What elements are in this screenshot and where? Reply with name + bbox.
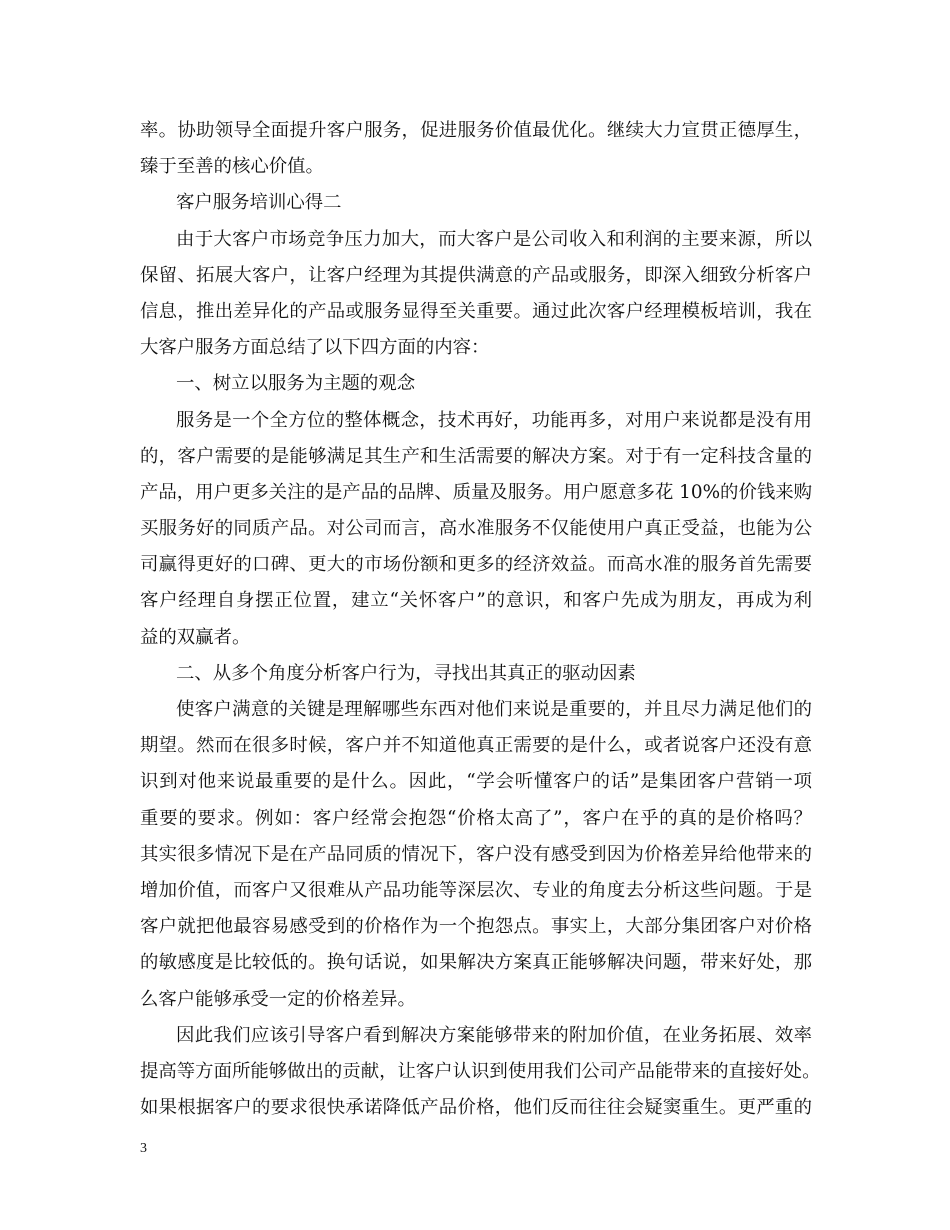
text-line: 因此我们应该引导客户看到解决方案能够带来的附加价值，在业务拓展、效率 xyxy=(176,1024,812,1046)
text-line: 司赢得更好的口碑、更大的市场份额和更多的经济效益。而高水准的服务首先需要 xyxy=(140,554,812,576)
text-line: 信息，推出差异化的产品或服务显得至关重要。通过此次客户经理模板培训，我在 xyxy=(140,300,812,322)
text-line: 客户就把他最容易感受到的价格作为一个抱怨点。事实上，大部分集团客户对价格 xyxy=(140,916,812,938)
text-line: 买服务好的同质产品。对公司而言，高水准服务不仅能使用户真正受益，也能为公 xyxy=(140,518,812,540)
text-line: 么客户能够承受一定的价格差异。 xyxy=(140,988,416,1010)
text-line: 客户经理自身摆正位置，建立“关怀客户”的意识，和客户先成为朋友，再成为利 xyxy=(140,590,812,612)
text-line: 臻于至善的核心价值。 xyxy=(140,156,324,178)
text-line: 识到对他来说最重要的是什么。因此，“学会听懂客户的话”是集团客户营销一项 xyxy=(140,771,812,793)
text-line: 二、从多个角度分析客户行为，寻找出其真正的驱动因素 xyxy=(176,662,636,684)
text-line: 服务是一个全方位的整体概念，技术再好，功能再多，对用户来说都是没有用 xyxy=(176,409,812,431)
text-line: 由于大客户市场竞争压力加大，而大客户是公司收入和利润的主要来源，所以 xyxy=(176,228,812,250)
text-line: 保留、拓展大客户，让客户经理为其提供满意的产品或服务，即深入细致分析客户 xyxy=(140,264,812,286)
text-line: 使客户满意的关键是理解哪些东西对他们来说是重要的，并且尽力满足他们的 xyxy=(176,699,812,720)
text-line: 大客户服务方面总结了以下四方面的内容： xyxy=(140,337,490,359)
text-line: 其实很多情况下是在产品同质的情况下，客户没有感受到因为价格差异给他带来的 xyxy=(140,843,812,865)
page-number: 3 xyxy=(140,1141,147,1156)
text-line: 提高等方面所能够做出的贡献，让客户认识到使用我们公司产品能带来的直接好处。 xyxy=(140,1060,821,1082)
text-line: 期望。然而在很多时候，客户并不知道他真正需要的是什么，或者说客户还没有意 xyxy=(140,735,812,757)
text-line: 增加价值，而客户又很难从产品功能等深层次、专业的角度去分析这些问题。于是 xyxy=(140,879,812,901)
text-line: 率。协助领导全面提升客户服务，促进服务价值最优化。继续大力宣贯正德厚生， xyxy=(140,120,812,141)
text-line: 益的双赢者。 xyxy=(140,626,251,648)
text-line: 客户服务培训心得二 xyxy=(176,192,342,214)
text-line: 产品，用户更多关注的是产品的品牌、质量及服务。用户愿意多花 10%的价钱来购 xyxy=(140,481,813,503)
text-line: 一、树立以服务为主题的观念 xyxy=(176,373,416,395)
text-line: 的，客户需要的是能够满足其生产和生活需要的解决方案。对于有一定科技含量的 xyxy=(140,445,812,467)
body-text xyxy=(140,113,821,1126)
text-line: 如果根据客户的要求很快承诺降低产品价格，他们反而往往会疑窦重生。更严重的 xyxy=(140,1097,812,1119)
text-line: 的敏感度是比较低的。换句话说，如果解决方案真正能够解决问题，带来好处，那 xyxy=(140,952,812,974)
text-line: 重要的要求。例如：客户经常会抱怨“价格太高了”，客户在乎的真的是价格吗？ xyxy=(140,807,812,829)
